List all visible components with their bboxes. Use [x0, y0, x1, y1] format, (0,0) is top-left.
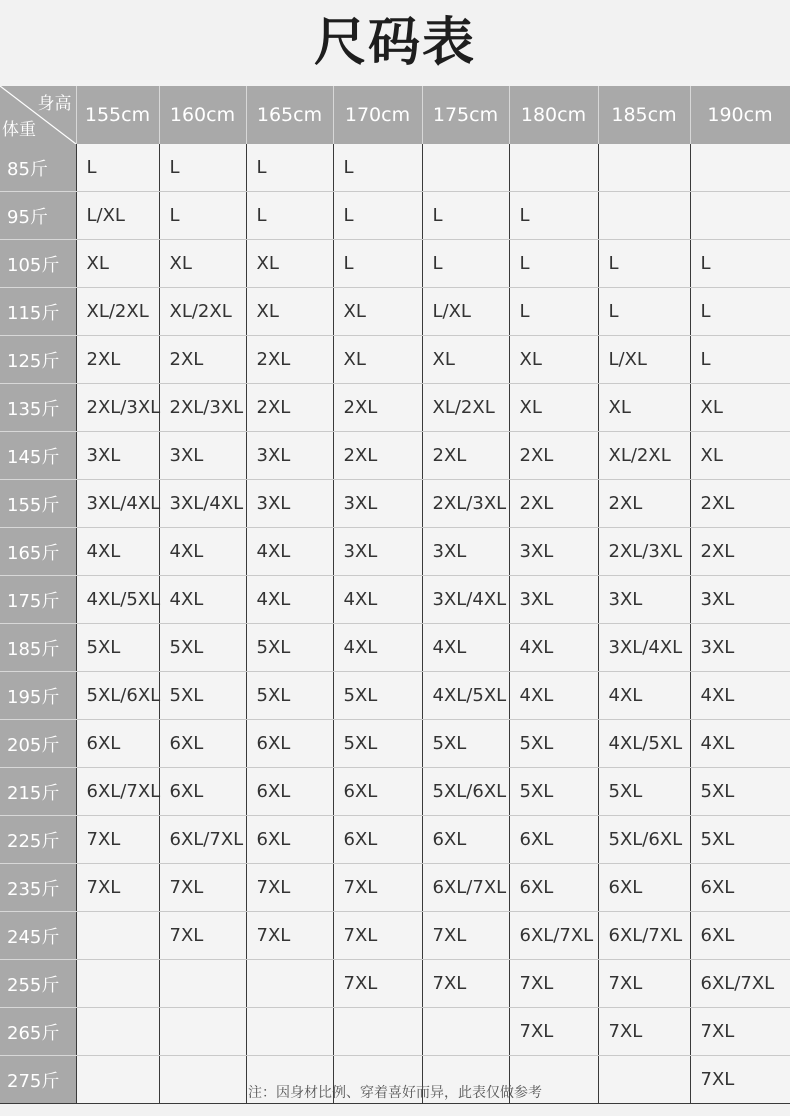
page-title: 尺码表 [313, 13, 476, 73]
size-cell: L [690, 288, 790, 336]
size-cell [690, 144, 790, 192]
height-header-cell: 165cm [246, 86, 333, 144]
size-cell: 2XL/3XL [76, 384, 159, 432]
size-cell: L [76, 144, 159, 192]
size-cell: 4XL/5XL [422, 672, 509, 720]
size-cell: 7XL [509, 960, 598, 1008]
size-cell: 5XL [333, 672, 422, 720]
weight-header-cell: 115斤 [0, 288, 76, 336]
size-cell: 3XL/4XL [598, 624, 690, 672]
size-cell: XL [509, 336, 598, 384]
size-cell: 4XL [509, 624, 598, 672]
size-cell: L/XL [76, 192, 159, 240]
size-cell: 3XL [333, 480, 422, 528]
size-cell: 2XL [509, 432, 598, 480]
size-cell: 7XL [333, 960, 422, 1008]
size-cell: 5XL [598, 768, 690, 816]
size-table [0, 86, 790, 1104]
weight-header-cell: 195斤 [0, 672, 76, 720]
weight-header-cell: 85斤 [0, 144, 76, 192]
size-cell: 3XL [690, 576, 790, 624]
size-cell: 5XL/6XL [76, 672, 159, 720]
size-cell: XL/2XL [159, 288, 246, 336]
size-cell: 3XL [333, 528, 422, 576]
corner-header-cell [0, 86, 76, 144]
size-cell: 3XL [690, 624, 790, 672]
size-cell: 7XL [76, 864, 159, 912]
size-cell [246, 960, 333, 1008]
size-cell: L [333, 240, 422, 288]
height-axis-label: 身高 [37, 94, 72, 114]
size-cell: 6XL/7XL [598, 912, 690, 960]
size-cell: L [509, 240, 598, 288]
size-cell: L [159, 144, 246, 192]
size-cell: 6XL [509, 816, 598, 864]
size-cell: 5XL [509, 768, 598, 816]
size-cell: 2XL [690, 480, 790, 528]
weight-header-cell: 175斤 [0, 576, 76, 624]
size-cell: 6XL [690, 912, 790, 960]
size-cell: 2XL/3XL [598, 528, 690, 576]
size-cell [333, 1008, 422, 1056]
size-cell: L [422, 240, 509, 288]
size-cell: L [509, 288, 598, 336]
size-cell: 6XL [246, 720, 333, 768]
size-cell: 4XL [333, 576, 422, 624]
size-cell: XL [159, 240, 246, 288]
size-cell: 5XL [246, 672, 333, 720]
size-cell [422, 1008, 509, 1056]
size-cell: 5XL [246, 624, 333, 672]
size-cell: 6XL/7XL [159, 816, 246, 864]
size-cell: XL [246, 240, 333, 288]
size-cell: 7XL [159, 864, 246, 912]
size-cell: XL/2XL [76, 288, 159, 336]
size-cell: XL [246, 288, 333, 336]
weight-header-cell: 235斤 [0, 864, 76, 912]
size-cell: 3XL/4XL [76, 480, 159, 528]
size-cell: L/XL [422, 288, 509, 336]
size-cell: 3XL [598, 576, 690, 624]
size-cell: 2XL [333, 432, 422, 480]
height-header-cell: 155cm [76, 86, 159, 144]
size-cell: 6XL [159, 768, 246, 816]
size-cell [598, 192, 690, 240]
size-cell: 4XL [246, 576, 333, 624]
weight-header-cell: 145斤 [0, 432, 76, 480]
size-cell: XL [422, 336, 509, 384]
size-cell [76, 1008, 159, 1056]
height-header-cell: 190cm [690, 86, 790, 144]
size-cell: 4XL [159, 528, 246, 576]
size-cell: 7XL [690, 1008, 790, 1056]
size-cell: 6XL/7XL [76, 768, 159, 816]
size-cell: 7XL [159, 912, 246, 960]
footnote: 注：因身材比例、穿着喜好而异，此表仅做参考 [248, 1085, 542, 1101]
table-row [0, 480, 790, 528]
table-row [0, 912, 790, 960]
size-cell: 7XL [246, 912, 333, 960]
table-row [0, 960, 790, 1008]
size-cell: 3XL/4XL [422, 576, 509, 624]
size-cell: 2XL [76, 336, 159, 384]
size-cell: 4XL [159, 576, 246, 624]
size-cell: 7XL [246, 864, 333, 912]
size-cell: 5XL [509, 720, 598, 768]
size-cell: 4XL/5XL [76, 576, 159, 624]
size-cell: 6XL [690, 864, 790, 912]
weight-header-cell: 275斤 [0, 1056, 76, 1104]
size-cell: 7XL [422, 912, 509, 960]
size-cell: L [333, 144, 422, 192]
size-cell: 2XL [598, 480, 690, 528]
table-row [0, 336, 790, 384]
size-cell: L [333, 192, 422, 240]
size-cell: XL [333, 336, 422, 384]
size-cell: 4XL [246, 528, 333, 576]
size-cell: 2XL [509, 480, 598, 528]
size-cell: 3XL [246, 432, 333, 480]
table-row [0, 144, 790, 192]
size-cell: 5XL [159, 672, 246, 720]
size-cell: 3XL [509, 576, 598, 624]
size-cell: L [246, 192, 333, 240]
size-cell: 2XL [333, 384, 422, 432]
size-cell: 6XL [76, 720, 159, 768]
size-cell: 3XL [509, 528, 598, 576]
size-cell: 6XL [246, 768, 333, 816]
size-cell: 3XL [159, 432, 246, 480]
size-cell: XL [76, 240, 159, 288]
size-cell: 2XL [246, 336, 333, 384]
table-row [0, 768, 790, 816]
size-cell: XL [598, 384, 690, 432]
size-cell: XL [333, 288, 422, 336]
size-cell: 3XL/4XL [159, 480, 246, 528]
size-cell: 6XL [422, 816, 509, 864]
size-cell: L [509, 192, 598, 240]
size-cell: 5XL/6XL [598, 816, 690, 864]
size-cell [598, 144, 690, 192]
weight-header-cell: 225斤 [0, 816, 76, 864]
weight-header-cell: 255斤 [0, 960, 76, 1008]
size-cell: 7XL [422, 960, 509, 1008]
size-cell [76, 960, 159, 1008]
table-row [0, 240, 790, 288]
size-cell: 3XL [76, 432, 159, 480]
size-cell: 3XL [246, 480, 333, 528]
size-cell: 4XL [690, 672, 790, 720]
size-cell: 7XL [690, 1056, 790, 1104]
size-cell [159, 1008, 246, 1056]
size-cell: L [246, 144, 333, 192]
size-cell: 2XL [246, 384, 333, 432]
size-cell: 2XL [422, 432, 509, 480]
table-row [0, 720, 790, 768]
table-row [0, 864, 790, 912]
size-cell: L [598, 288, 690, 336]
table-row [0, 624, 790, 672]
table-row [0, 528, 790, 576]
size-cell [690, 192, 790, 240]
size-cell: 6XL [333, 816, 422, 864]
table-row [0, 432, 790, 480]
size-cell: 5XL [690, 768, 790, 816]
table-row [0, 288, 790, 336]
size-cell: 5XL [76, 624, 159, 672]
table-row [0, 672, 790, 720]
size-cell: L [159, 192, 246, 240]
size-cell: 2XL/3XL [159, 384, 246, 432]
size-cell: 4XL [598, 672, 690, 720]
size-cell: 5XL/6XL [422, 768, 509, 816]
weight-header-cell: 185斤 [0, 624, 76, 672]
size-cell: 7XL [333, 864, 422, 912]
size-cell: 6XL [509, 864, 598, 912]
weight-header-cell: 205斤 [0, 720, 76, 768]
size-cell: 4XL [422, 624, 509, 672]
weight-axis-label: 体重 [2, 120, 36, 140]
size-cell: XL [690, 384, 790, 432]
weight-header-cell: 105斤 [0, 240, 76, 288]
size-cell: XL/2XL [422, 384, 509, 432]
size-cell: L [690, 336, 790, 384]
size-cell: 6XL [159, 720, 246, 768]
size-cell: 4XL [333, 624, 422, 672]
size-cell: 6XL/7XL [509, 912, 598, 960]
size-cell: 3XL [422, 528, 509, 576]
size-cell [159, 960, 246, 1008]
size-cell: 6XL/7XL [690, 960, 790, 1008]
size-cell: 7XL [598, 1008, 690, 1056]
size-cell: L [422, 192, 509, 240]
height-header-cell: 170cm [333, 86, 422, 144]
size-cell: 5XL [690, 816, 790, 864]
weight-header-cell: 245斤 [0, 912, 76, 960]
weight-header-cell: 215斤 [0, 768, 76, 816]
size-cell: 4XL [509, 672, 598, 720]
table-row [0, 1008, 790, 1056]
size-cell: 2XL [690, 528, 790, 576]
size-cell: 6XL [333, 768, 422, 816]
size-cell: XL [690, 432, 790, 480]
size-cell: 2XL/3XL [422, 480, 509, 528]
weight-header-cell: 265斤 [0, 1008, 76, 1056]
weight-header-cell: 135斤 [0, 384, 76, 432]
size-cell: XL/2XL [598, 432, 690, 480]
size-cell [246, 1008, 333, 1056]
size-cell: 6XL [598, 864, 690, 912]
table-row [0, 384, 790, 432]
weight-header-cell: 155斤 [0, 480, 76, 528]
size-cell [76, 912, 159, 960]
size-cell: 4XL/5XL [598, 720, 690, 768]
size-cell: 5XL [159, 624, 246, 672]
height-header-cell: 185cm [598, 86, 690, 144]
size-cell [422, 144, 509, 192]
size-cell: 7XL [76, 816, 159, 864]
size-cell [509, 144, 598, 192]
table-row [0, 816, 790, 864]
height-header-cell: 175cm [422, 86, 509, 144]
size-cell: L [598, 240, 690, 288]
size-cell: 7XL [509, 1008, 598, 1056]
size-cell: 7XL [333, 912, 422, 960]
size-cell: 5XL [422, 720, 509, 768]
size-cell: 4XL [690, 720, 790, 768]
size-cell: L [690, 240, 790, 288]
height-header-cell: 180cm [509, 86, 598, 144]
table-row [0, 192, 790, 240]
size-cell: 7XL [598, 960, 690, 1008]
size-cell: L/XL [598, 336, 690, 384]
header-row [0, 86, 790, 144]
weight-header-cell: 95斤 [0, 192, 76, 240]
table-row [0, 576, 790, 624]
height-header-cell: 160cm [159, 86, 246, 144]
size-cell: 4XL [76, 528, 159, 576]
size-cell: 6XL [246, 816, 333, 864]
size-cell: 6XL/7XL [422, 864, 509, 912]
size-table-body [0, 144, 790, 1104]
size-cell: XL [509, 384, 598, 432]
size-cell: 5XL [333, 720, 422, 768]
weight-header-cell: 165斤 [0, 528, 76, 576]
weight-header-cell: 125斤 [0, 336, 76, 384]
size-cell: 2XL [159, 336, 246, 384]
